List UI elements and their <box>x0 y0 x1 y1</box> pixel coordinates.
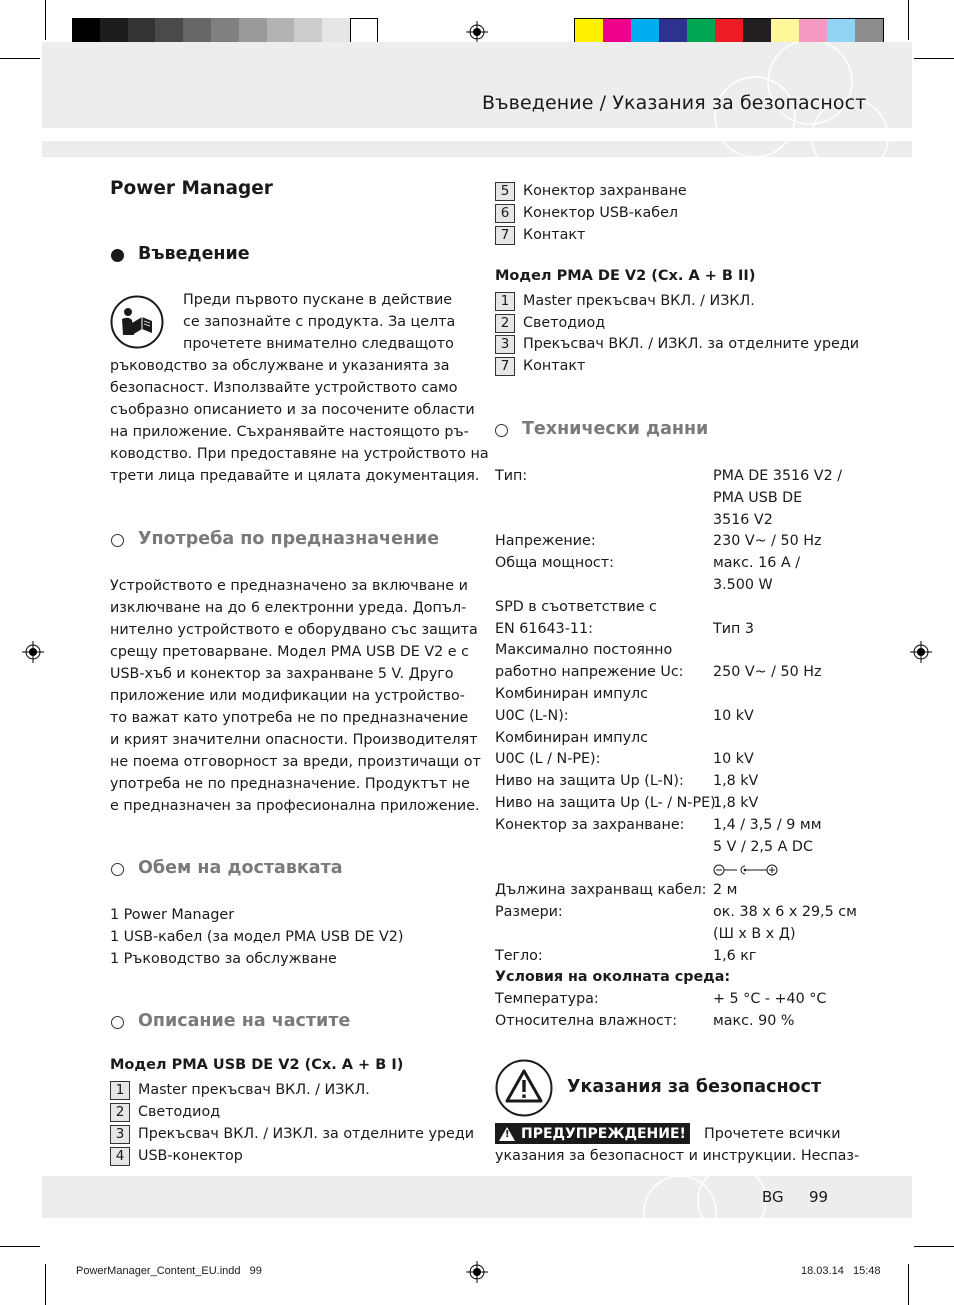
part-label: Светодиод <box>138 1104 221 1120</box>
intended-use-paragraph <box>110 575 481 817</box>
part-row <box>110 1124 474 1144</box>
tech-value: 1,6 кг <box>713 947 757 964</box>
part-label: Master прекъсвач ВКЛ. / ИЗКЛ. <box>523 293 755 309</box>
section-bullet <box>495 424 508 437</box>
section-bullet <box>111 863 124 876</box>
part-row <box>110 1080 370 1100</box>
text-line: се запознайте с продукта. За целта <box>183 314 456 330</box>
file-info: PowerManager_Content_EU.indd 99 <box>76 1265 262 1277</box>
section-bullet <box>111 249 124 262</box>
parts-title: Описание на частите <box>138 1011 351 1031</box>
crop-mark <box>45 0 46 40</box>
part-number: 2 <box>495 314 515 333</box>
text-line: употреба не по предназначение. Продуктът не <box>110 776 470 792</box>
list-item: 1 Ръководство за обслужване <box>110 951 337 967</box>
scope-list <box>110 904 403 970</box>
tech-value: 1,8 kV <box>713 795 759 811</box>
tech-value: 3.500 W <box>713 577 773 593</box>
part-label: Конектор USB-кабел <box>523 205 679 221</box>
tech-label: U0C (L-N): <box>495 707 569 724</box>
text-line: на приложение. Съхранявайте настоящото ръ- <box>110 424 469 440</box>
tech-value: 2 м <box>713 882 738 899</box>
tech-value: ок. 38 х 6 х 29,5 см <box>713 904 857 920</box>
tech-value: 3516 V2 <box>713 511 773 528</box>
part-number: 7 <box>495 357 515 376</box>
warning-label-text: ПРЕДУПРЕЖДЕНИЕ! <box>521 1125 686 1142</box>
text-line: то важат като употреба не по предназначение <box>110 710 469 726</box>
safety-text-line: Прочетете всички <box>704 1126 841 1142</box>
warning-label <box>495 1123 690 1144</box>
part-row <box>495 356 585 376</box>
text-line: и крият значителни опасности. Производителят <box>110 732 478 748</box>
product-title: Power Manager <box>110 178 273 199</box>
part-label: USB-конектор <box>138 1148 243 1164</box>
tech-data-title: Технически данни <box>522 419 709 439</box>
tech-value: макс. 16 A / <box>713 555 801 572</box>
text-line: безопасност. Използвайте устройството само <box>110 380 458 396</box>
model-a-heading: Модел PMA USB DE V2 (Сх. A + B I) <box>110 1057 404 1073</box>
tech-value: 1,8 kV <box>713 773 759 790</box>
registration-mark-icon <box>466 1261 488 1283</box>
text-line: нително устройството е оборудвано със защита <box>110 622 478 638</box>
part-number: 3 <box>110 1125 130 1144</box>
part-row <box>110 1146 243 1166</box>
tech-label: Ниво на защита Up (L-N): <box>495 773 684 790</box>
tech-value: 230 V~ / 50 Hz <box>713 533 822 550</box>
part-row <box>495 334 859 354</box>
part-row <box>495 225 585 245</box>
tech-value: PMA DE 3516 V2 / <box>713 468 843 484</box>
section-bullet <box>111 534 124 547</box>
tech-label: U0C (L / N-PE): <box>495 751 601 768</box>
text-line: Устройството е предназначено за включване и <box>110 578 468 594</box>
text-line: срещу претоварване. Модел PMA USB DE V2 е с <box>110 644 470 660</box>
list-item: 1 USB-кабел (за модел PMA USB DE V2) <box>110 929 404 945</box>
tech-value: 250 V~ / 50 Hz <box>713 664 822 681</box>
tech-label: Условия на околната среда: <box>495 969 731 986</box>
tech-label: Комбиниран импулс <box>495 686 649 702</box>
part-row <box>495 181 687 201</box>
part-label: Контакт <box>523 358 586 374</box>
dc-polarity-icon <box>713 863 779 877</box>
text-line: ръководство за обслужване и указанията за <box>110 358 450 374</box>
crop-mark <box>45 1264 46 1305</box>
crop-mark <box>0 1246 40 1247</box>
part-number: 1 <box>495 292 515 311</box>
tech-value: PMA USB DE <box>713 489 803 506</box>
text-line: ководство. При предоставяне на устройството на <box>110 446 489 462</box>
text-line: не поема отговорност за вреди, произтичащи от <box>110 754 481 770</box>
text-line: прочетете внимателно следващото <box>183 336 454 352</box>
part-label: Прекъсвач ВКЛ. / ИЗКЛ. за отделните уреди <box>138 1126 475 1142</box>
intended-use-title: Употреба по предназначение <box>138 529 440 549</box>
part-row <box>495 313 605 333</box>
crop-mark <box>914 1246 954 1247</box>
warning-icon <box>499 1127 515 1141</box>
tech-value: 10 kV <box>713 707 754 724</box>
text-line: трети лица предавайте и цялата документация. <box>110 468 480 484</box>
list-item: 1 Power Manager <box>110 907 235 923</box>
part-number: 5 <box>495 182 515 201</box>
registration-mark-icon <box>22 641 44 663</box>
section-bullet <box>111 1016 124 1029</box>
tech-value: (Ш х В х Д) <box>713 925 796 942</box>
tech-label: Тегло: <box>495 947 543 964</box>
part-label: Конектор захранване <box>523 183 687 199</box>
part-row <box>495 291 755 311</box>
text-line: приложение или модификации на устройство- <box>110 688 465 704</box>
tech-label: Температура: <box>495 991 599 1008</box>
tech-value: макс. 90 % <box>713 1013 795 1029</box>
tech-label: Относителна влажност: <box>495 1013 678 1029</box>
text-line: USB-хъб и конектор за захранване 5 V. Друго <box>110 666 454 682</box>
crop-mark <box>908 1264 909 1305</box>
text-line: изключване на до 6 електронни уреда. Допъл- <box>110 600 467 616</box>
registration-mark-icon <box>910 641 932 663</box>
tech-label: Напрежение: <box>495 533 596 550</box>
tech-label: Тип: <box>495 468 528 484</box>
tech-value: Тип 3 <box>713 620 755 637</box>
text-line: е предназначен за професионална приложение. <box>110 798 480 814</box>
warning-triangle-icon <box>495 1059 553 1117</box>
part-row <box>110 1102 220 1122</box>
part-number: 4 <box>110 1147 130 1166</box>
tech-value: 10 kV <box>713 751 754 768</box>
page-header-title: Въведение / Указания за безопасност <box>482 92 867 114</box>
text-line: съобразно описанието и за посочените области <box>110 402 475 418</box>
part-label: Светодиод <box>523 315 606 331</box>
tech-label: Ниво на защита Up (L- / N-PE): <box>495 795 721 811</box>
crop-mark <box>908 0 909 40</box>
tech-label: EN 61643-11: <box>495 620 593 637</box>
tech-value: + 5 °C - +40 °C <box>713 991 827 1008</box>
tech-label: Обща мощност: <box>495 555 614 572</box>
crop-mark <box>0 58 40 59</box>
text-line: Преди първото пускане в действие <box>183 292 453 308</box>
safety-title: Указания за безопасност <box>567 1077 822 1097</box>
tech-label: Максимално постоянно <box>495 642 673 659</box>
part-row <box>495 203 678 223</box>
tech-label: Комбиниран импулс <box>495 729 649 746</box>
footer-language: BG <box>762 1188 784 1206</box>
registration-mark-icon <box>466 21 488 43</box>
tech-value: 5 V / 2,5 A DC <box>713 838 813 855</box>
model-b-heading: Модел PMA DE V2 (Сх. A + B II) <box>495 268 756 284</box>
part-number: 7 <box>495 226 515 245</box>
part-number: 6 <box>495 204 515 223</box>
crop-mark <box>914 58 954 59</box>
tech-label: SPD в съответствие с <box>495 598 657 615</box>
tech-value: 1,4 / 3,5 / 9 мм <box>713 816 822 833</box>
part-number: 2 <box>110 1103 130 1122</box>
part-number: 1 <box>110 1081 130 1100</box>
intro-title: Въведение <box>138 244 250 264</box>
intro-paragraph <box>110 289 489 487</box>
tech-label: Размери: <box>495 904 563 920</box>
part-number: 3 <box>495 335 515 354</box>
part-label: Контакт <box>523 227 586 243</box>
tech-label: Дължина захранващ кабел: <box>495 882 707 899</box>
page-number: 99 <box>809 1188 829 1206</box>
file-date: 18.03.14 15:48 <box>801 1265 881 1277</box>
part-label: Master прекъсвач ВКЛ. / ИЗКЛ. <box>138 1082 370 1098</box>
safety-text-line: указания за безопасност и инструкции. Неспаз- <box>495 1148 860 1164</box>
tech-label: Конектор за захранване: <box>495 816 685 833</box>
tech-label: работно напрежение Uc: <box>495 664 684 681</box>
scope-title: Обем на доставката <box>138 858 343 878</box>
part-label: Прекъсвач ВКЛ. / ИЗКЛ. за отделните уреди <box>523 336 860 352</box>
